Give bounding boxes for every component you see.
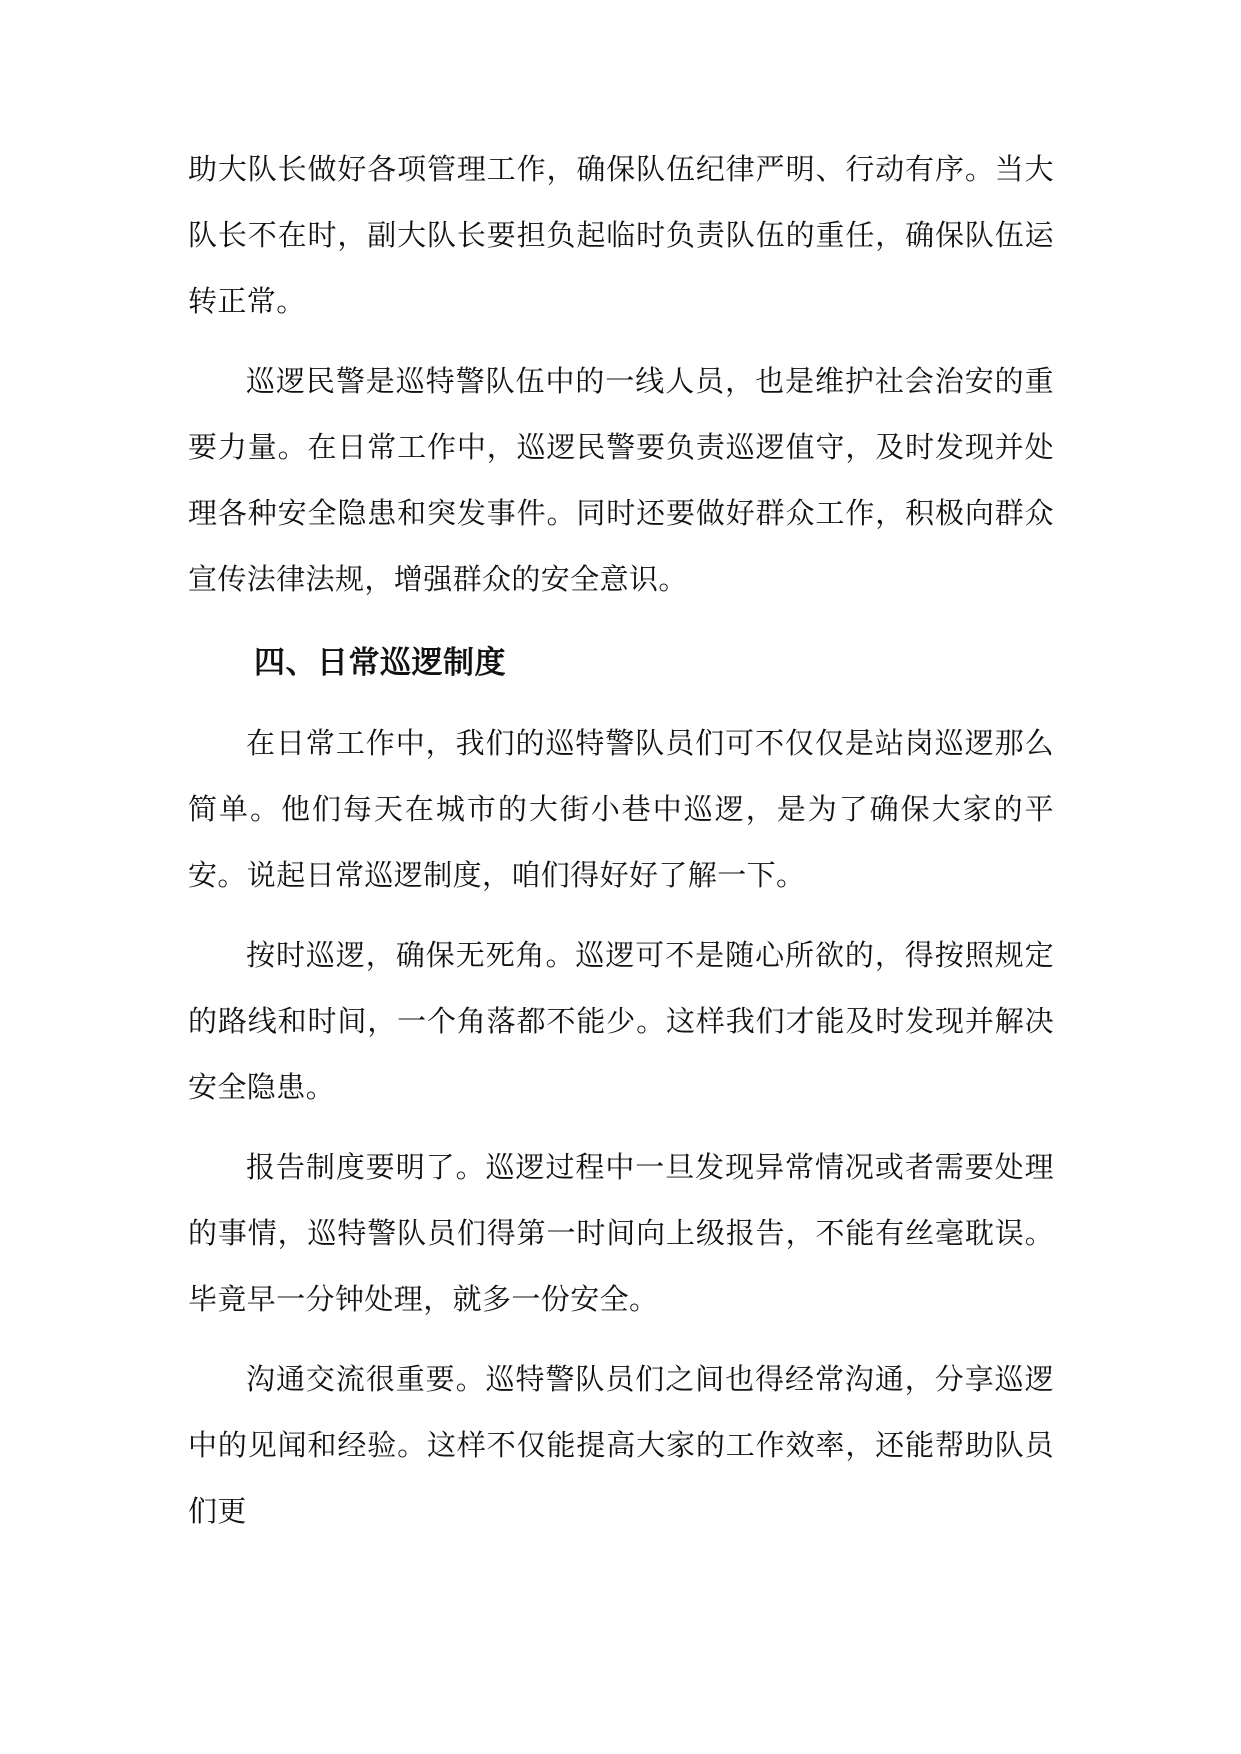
paragraph-on-time-patrol: 按时巡逻，确保无死角。巡逻可不是随心所欲的，得按照规定的路线和时间，一个角落都不能少。这样我们才能及时发现并解决安全隐患。 [188, 938, 1054, 1104]
paragraph-continued: 助大队长做好各项管理工作，确保队伍纪律严明、行动有序。当大队长不在时，副大队长要担负起临时负责队伍的重任，确保队伍运转正常。 [188, 152, 1054, 318]
paragraph-intro: 在日常工作中，我们的巡特警队员们可不仅仅是站岗巡逻那么简单。他们每天在城市的大街小巷中巡逻，是为了确保大家的平安。说起日常巡逻制度，咱们得好好了解一下。 [188, 726, 1054, 892]
paragraph-reporting: 报告制度要明了。巡逻过程中一旦发现异常情况或者需要处理的事情，巡特警队员们得第一时间向上级报告，不能有丝毫耽误。毕竟早一分钟处理，就多一份安全。 [188, 1150, 1054, 1316]
paragraph-patrol-officers: 巡逻民警是巡特警队伍中的一线人员，也是维护社会治安的重要力量。在日常工作中，巡逻民警要负责巡逻值守，及时发现并处理各种安全隐患和突发事件。同时还要做好群众工作，积极向群众宣传法律法规，增强群众的安全意识。 [188, 364, 1054, 596]
paragraph-communication: 沟通交流很重要。巡特警队员们之间也得经常沟通，分享巡逻中的见闻和经验。这样不仅能提高大家的工作效率，还能帮助队员们更 [188, 1362, 1054, 1528]
section-heading: 四、日常巡逻制度 [254, 645, 506, 681]
document-body [188, 136, 1054, 1558]
